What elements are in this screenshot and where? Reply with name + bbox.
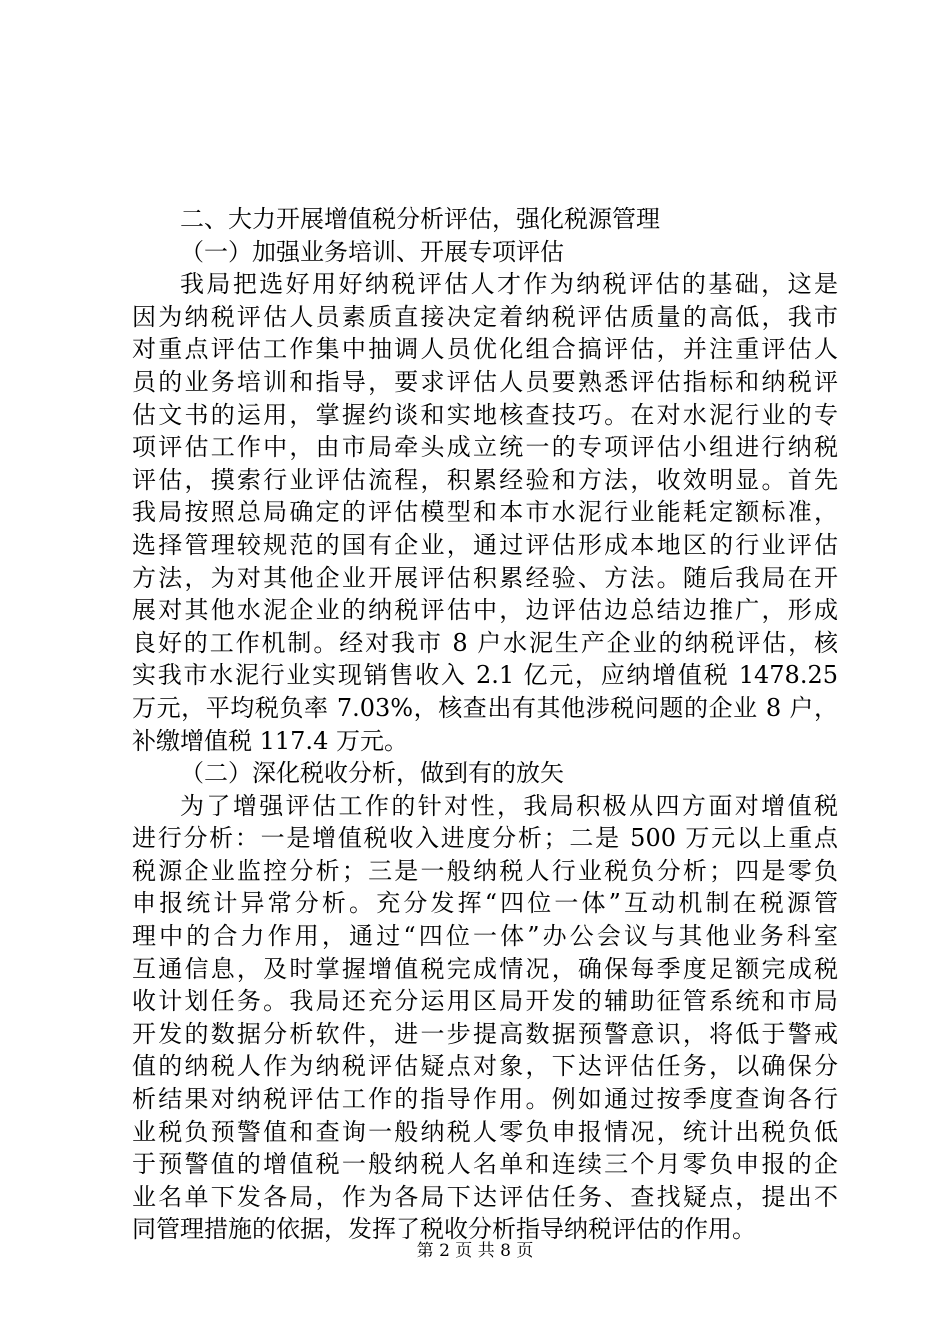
- text-line: 业名单下发各局，作为各局下达评估任务、查找疑点，提出不: [132, 1182, 838, 1211]
- text-line: 理中的合力作用，通过“四位一体”办公会议与其他业务科室: [132, 922, 838, 951]
- text-line: 为了增强评估工作的针对性，我局积极从四方面对增值税: [180, 791, 838, 820]
- text-line: 万元，平均税负率 7.03%，核查出有其他涉税问题的企业 8 户，: [132, 693, 838, 722]
- text-line: 值的纳税人作为纳税评估疑点对象，下达评估任务，以确保分: [132, 1052, 838, 1081]
- text-line: 估文书的运用，掌握约谈和实地核查技巧。在对水泥行业的专: [132, 400, 838, 429]
- text-line: 互通信息，及时掌握增值税完成情况，确保每季度足额完成税: [132, 954, 838, 983]
- text-line: 申报统计异常分析。充分发挥“四位一体”互动机制在税源管: [132, 889, 838, 918]
- text-line: 二、大力开展增值税分析评估，强化税源管理: [180, 205, 660, 233]
- text-line: 对重点评估工作集中抽调人员优化组合搞评估，并注重评估人: [132, 335, 838, 364]
- text-line: 补缴增值税 117.4 万元。: [132, 726, 408, 755]
- text-line: 析结果对纳税评估工作的指导作用。例如通过按季度查询各行: [132, 1085, 838, 1114]
- text-line: 开发的数据分析软件，进一步提高数据预警意识，将低于警戒: [132, 1019, 838, 1048]
- text-line: （一）加强业务培训、开展专项评估: [180, 237, 564, 266]
- text-line: 员的业务培训和指导，要求评估人员要熟悉评估指标和纳税评: [132, 367, 838, 396]
- text-line: 选择管理较规范的国有企业，通过评估形成本地区的行业评估: [132, 530, 838, 559]
- text-line: 我局按照总局确定的评估模型和本市水泥行业能耗定额标准，: [132, 498, 838, 527]
- text-line: 实我市水泥行业实现销售收入 2.1 亿元，应纳增值税 1478.25: [132, 661, 838, 690]
- page-footer: 第 2 页 共 8 页: [416, 1241, 534, 1261]
- text-line: 税源企业监控分析；三是一般纳税人行业税负分析；四是零负: [132, 856, 838, 885]
- text-line: 收计划任务。我局还充分运用区局开发的辅助征管系统和市局: [132, 987, 838, 1016]
- text-line: 良好的工作机制。经对我市 8 户水泥生产企业的纳税评估，核: [132, 628, 838, 657]
- text-line: 展对其他水泥企业的纳税评估中，边评估边总结边推广，形成: [132, 596, 838, 625]
- text-line: 我局把选好用好纳税评估人才作为纳税评估的基础，这是: [180, 270, 838, 299]
- text-line: 业税负预警值和查询一般纳税人零负申报情况，统计出税负低: [132, 1117, 838, 1146]
- text-line: 于预警值的增值税一般纳税人名单和连续三个月零负申报的企: [132, 1150, 838, 1179]
- text-line: 同管理措施的依据，发挥了税收分析指导纳税评估的作用。: [132, 1215, 756, 1244]
- text-line: 项评估工作中，由市局牵头成立统一的专项评估小组进行纳税: [132, 433, 838, 462]
- text-line: 评估，摸索行业评估流程，积累经验和方法，收效明显。首先: [132, 465, 838, 494]
- text-line: 进行分析：一是增值税收入进度分析；二是 500 万元以上重点: [132, 824, 838, 853]
- text-line: 因为纳税评估人员素质直接决定着纳税评估质量的高低，我市: [132, 302, 838, 331]
- document-body: [132, 203, 838, 1246]
- text-line: 方法，为对其他企业开展评估积累经验、方法。随后我局在开: [132, 563, 838, 592]
- text-line: （二）深化税收分析，做到有的放矢: [180, 759, 564, 788]
